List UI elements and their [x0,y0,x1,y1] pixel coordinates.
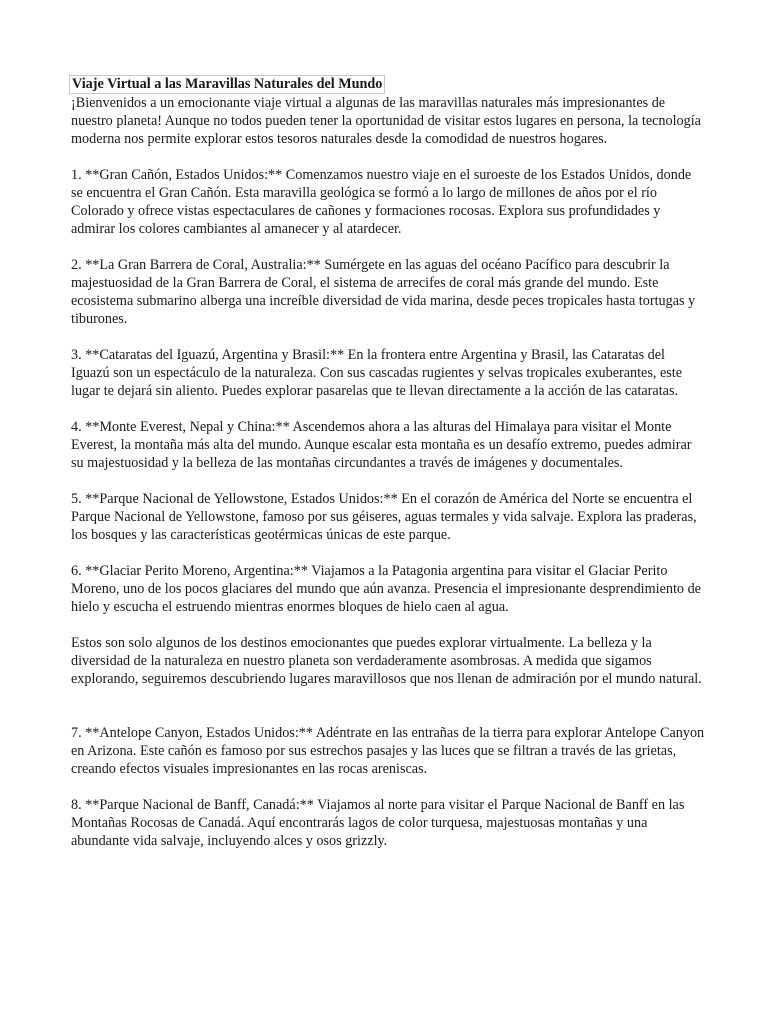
item-grand-canyon: 1. **Gran Cañón, Estados Unidos:** Comenzamos nuestro viaje en el suroeste de los Estados Unidos, donde se encuentra el Gran Cañón. Esta maravilla geológica se formó a lo largo de millones de años por el río Colorado y ofrece vistas espectaculares de cañones y formaciones rocosas. Explora sus profundidades y admirar los colores cambiantes al amanecer y al atardecer. [71,167,692,237]
document-title: Viaje Virtual a las Maravillas Naturales del Mundo [69,75,385,94]
item-great-barrier-reef: 2. **La Gran Barrera de Coral, Australia:** Sumérgete en las aguas del océano Pacífico para descubrir la majestuosidad de la Gran Barrera de Coral, el sistema de arrecifes de coral más grande del mundo. Este ecosistema submarino alberga una increíble diversidad de vida marina, desde peces tropicales hasta tortugas y tiburones. [71,257,696,327]
paragraph-gap [71,328,705,346]
document-page [71,75,705,850]
item-iguazu-falls: 3. **Cataratas del Iguazú, Argentina y Brasil:** En la frontera entre Argentina y Brasil, las Cataratas del Iguazú son un espectáculo de la naturaleza. Con sus cascadas rugientes y selvas tropicales exuberantes, este lugar te dejará sin aliento. Puedes explorar pasarelas que te llevan directamente a la acción de las cataratas. [71,347,683,399]
item-mount-everest: 4. **Monte Everest, Nepal y China:** Ascendemos ahora a las alturas del Himalaya para visitar el Monte Everest, la montaña más alta del mundo. Aunque escalar esta montaña es un desafío extremo, puedes admirar su majestuosidad y la belleza de las montañas circundantes a través de imágenes y documentales. [71,419,692,471]
title-line [71,75,705,94]
item-banff: 8. **Parque Nacional de Banff, Canadá:** Viajamos al norte para visitar el Parque Nacional de Banff en las Montañas Rocosas de Canadá. Aquí encontrarás lagos de color turquesa, majestuosas montañas y una abundante vida salvaje, incluyendo alces y osos grizzly. [71,797,685,849]
middle-paragraph: Estos son solo algunos de los destinos emocionantes que puedes explorar virtualmente. La belleza y la diversidad de la naturaleza en nuestro planeta son verdaderamente asombrosas. A medida que sigamos explorando, seguiremos descubriendo lugares maravillosos que nos llenan de admiración por el mundo natural. [71,635,702,687]
paragraph-gap [71,238,705,256]
intro-paragraph: ¡Bienvenidos a un emocionante viaje virtual a algunas de las maravillas naturales más impresionantes de nuestro planeta! Aunque no todos pueden tener la oportunidad de visitar estos lugares en persona, la tecnología moderna nos permite explorar estos tesoros naturales desde la comodidad de nuestros hogares. [71,95,701,147]
item-antelope-canyon: 7. **Antelope Canyon, Estados Unidos:** Adéntrate en las entrañas de la tierra para explorar Antelope Canyon en Arizona. Este cañón es famoso por sus estrechos pasajes y las luces que se filtran a través de las grietas, creando efectos visuales impresionantes en las rocas areniscas. [71,725,705,777]
item-yellowstone: 5. **Parque Nacional de Yellowstone, Estados Unidos:** En el corazón de América del Norte se encuentra el Parque Nacional de Yellowstone, famoso por sus géiseres, aguas termales y vida salvaje. Explora las praderas, los bosques y las características geotérmicas únicas de este parque. [71,491,697,543]
paragraph-gap [71,400,705,418]
paragraph-gap-large [71,688,705,724]
paragraph-gap [71,778,705,796]
paragraph-gap [71,616,705,634]
paragraph-gap [71,472,705,490]
paragraph-gap [71,544,705,562]
paragraph-gap [71,148,705,166]
item-perito-moreno: 6. **Glaciar Perito Moreno, Argentina:** Viajamos a la Patagonia argentina para visitar el Glaciar Perito Moreno, uno de los pocos glaciares del mundo que aún avanza. Presencia el impresionante desprendimiento de hielo y escucha el estruendo mientras enormes bloques de hielo caen al agua. [71,563,701,615]
